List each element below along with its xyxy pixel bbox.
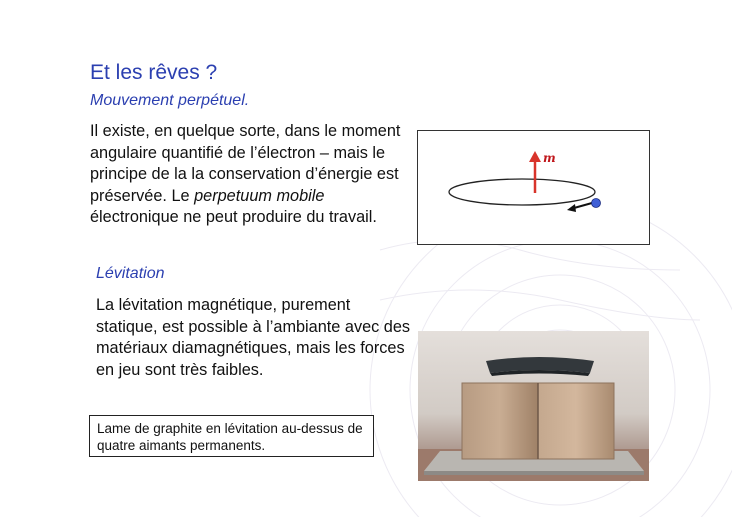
paragraph-text: Il existe, en quelque sorte, dans le moment angulaire quantifié de l’électron – mais le principe de la la conservation d’énergie est préservée. Le (90, 122, 401, 205)
paragraph-italic-text: perpetuum mobile (194, 186, 325, 205)
levitation-photo (418, 331, 649, 481)
photo-caption: Lame de graphite en lévitation au-dessus de quatre aimants permanents. (89, 415, 374, 457)
levitation-paragraph: La lévitation magnétique, purement statique, est possible à l’ambiante avec des matériaux diamagnétiques, mais les forces en jeu sont très faibles. (96, 296, 411, 379)
electron-velocity-arrow-icon (574, 203, 592, 208)
orbit-ellipse (449, 179, 595, 205)
moment-arrowhead-icon (529, 151, 541, 162)
paragraph-text: électronique ne peut produire du travail. (90, 208, 377, 226)
perpetual-motion-paragraph (90, 121, 410, 229)
section-heading-levitation: Lévitation (96, 265, 165, 282)
electron-velocity-arrowhead-icon (567, 204, 576, 212)
slide-title: Et les rêves ? (90, 61, 218, 84)
electron-orbit-diagram (417, 130, 650, 245)
section-heading-perpetual-motion: Mouvement perpétuel. (90, 92, 250, 109)
electron-icon (592, 199, 601, 208)
moment-label: m (543, 151, 556, 165)
